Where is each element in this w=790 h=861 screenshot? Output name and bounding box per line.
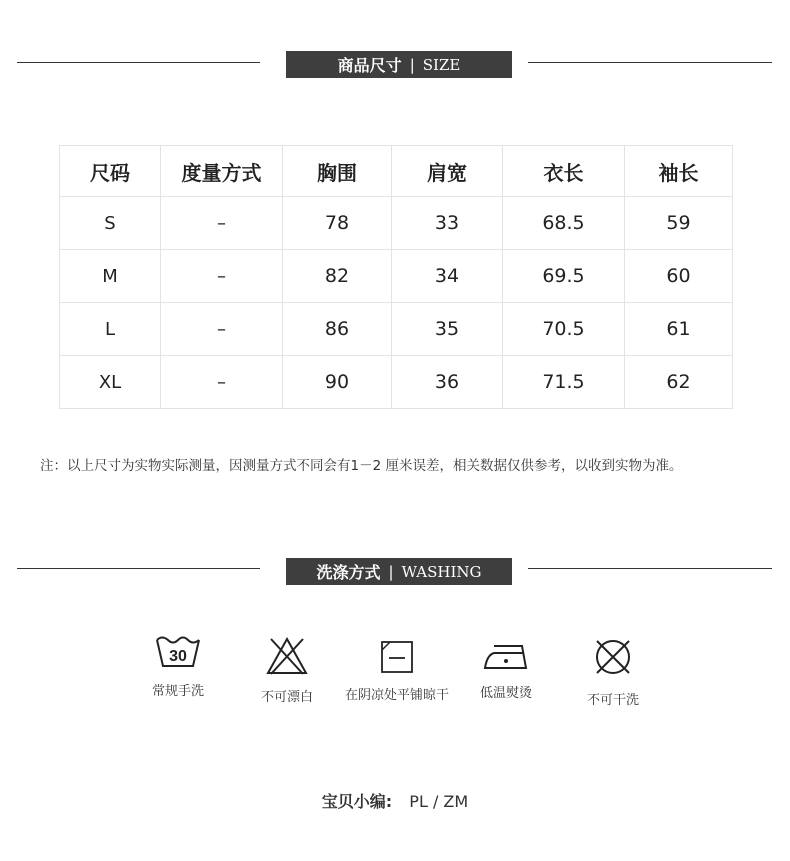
size-divider-right — [528, 62, 772, 63]
measurement-note: 注：以上尺寸为实物实际测量，因测量方式不同会有1－2 厘米误差，相关数据仅供参考，以收到实物为准。 — [40, 458, 683, 474]
size-table-header-row — [60, 146, 733, 197]
do-not-dry-clean-icon — [591, 635, 635, 679]
wash-label: 在阴凉处平铺晾干 — [344, 688, 449, 703]
do-not-bleach-icon — [265, 636, 309, 676]
cell-measure-method: – — [161, 250, 283, 303]
header-sleeve: 袖长 — [625, 146, 733, 197]
washing-title-en: WASHING — [401, 562, 482, 581]
table-row — [60, 303, 733, 356]
cell-length: 71.5 — [503, 356, 625, 409]
wash-30-icon — [154, 632, 202, 670]
cell-sleeve: 60 — [625, 250, 733, 303]
cell-length: 70.5 — [503, 303, 625, 356]
table-row — [60, 250, 733, 303]
header-measure-method: 度量方式 — [161, 146, 283, 197]
dry-flat-shade-icon — [380, 640, 414, 674]
cell-shoulder: 33 — [392, 197, 503, 250]
table-row — [60, 197, 733, 250]
size-title-cn: 商品尺寸 — [337, 56, 402, 75]
washing-title-separator: | — [388, 562, 394, 581]
table-row — [60, 356, 733, 409]
wash-item-no-dry-clean — [543, 635, 683, 708]
size-title-en: SIZE — [422, 55, 461, 74]
header-shoulder: 肩宽 — [392, 146, 503, 197]
editor-value: PL / ZM — [409, 792, 469, 811]
cell-sleeve: 62 — [625, 356, 733, 409]
cell-chest: 90 — [283, 356, 392, 409]
cell-chest: 82 — [283, 250, 392, 303]
wash-temperature: 30 — [169, 648, 187, 665]
cell-sleeve: 59 — [625, 197, 733, 250]
size-title-separator: | — [409, 55, 415, 74]
cell-sleeve: 61 — [625, 303, 733, 356]
cell-length: 69.5 — [503, 250, 625, 303]
cell-shoulder: 35 — [392, 303, 503, 356]
washing-divider-right — [528, 568, 772, 569]
cell-measure-method: – — [161, 197, 283, 250]
cell-size: L — [60, 303, 161, 356]
wash-label: 常规手洗 — [151, 684, 204, 699]
cell-size: M — [60, 250, 161, 303]
cell-shoulder: 36 — [392, 356, 503, 409]
size-section-banner — [286, 51, 512, 78]
cell-size: S — [60, 197, 161, 250]
header-size: 尺码 — [60, 146, 161, 197]
cell-size: XL — [60, 356, 161, 409]
iron-low-icon — [482, 642, 530, 672]
cell-chest: 86 — [283, 303, 392, 356]
cell-measure-method: – — [161, 356, 283, 409]
washing-divider-left — [17, 568, 260, 569]
cell-length: 68.5 — [503, 197, 625, 250]
wash-label: 低温熨烫 — [479, 686, 532, 701]
editor-credit — [0, 789, 790, 812]
cell-measure-method: – — [161, 303, 283, 356]
washing-title-cn: 洗涤方式 — [316, 563, 381, 582]
wash-label: 不可干洗 — [586, 693, 639, 708]
washing-section-banner — [286, 558, 512, 585]
editor-label: 宝贝小编: — [321, 792, 393, 811]
size-table — [59, 145, 733, 409]
cell-shoulder: 34 — [392, 250, 503, 303]
cell-chest: 78 — [283, 197, 392, 250]
wash-label: 不可漂白 — [260, 690, 313, 705]
size-divider-left — [17, 62, 260, 63]
header-chest: 胸围 — [283, 146, 392, 197]
header-length: 衣长 — [503, 146, 625, 197]
